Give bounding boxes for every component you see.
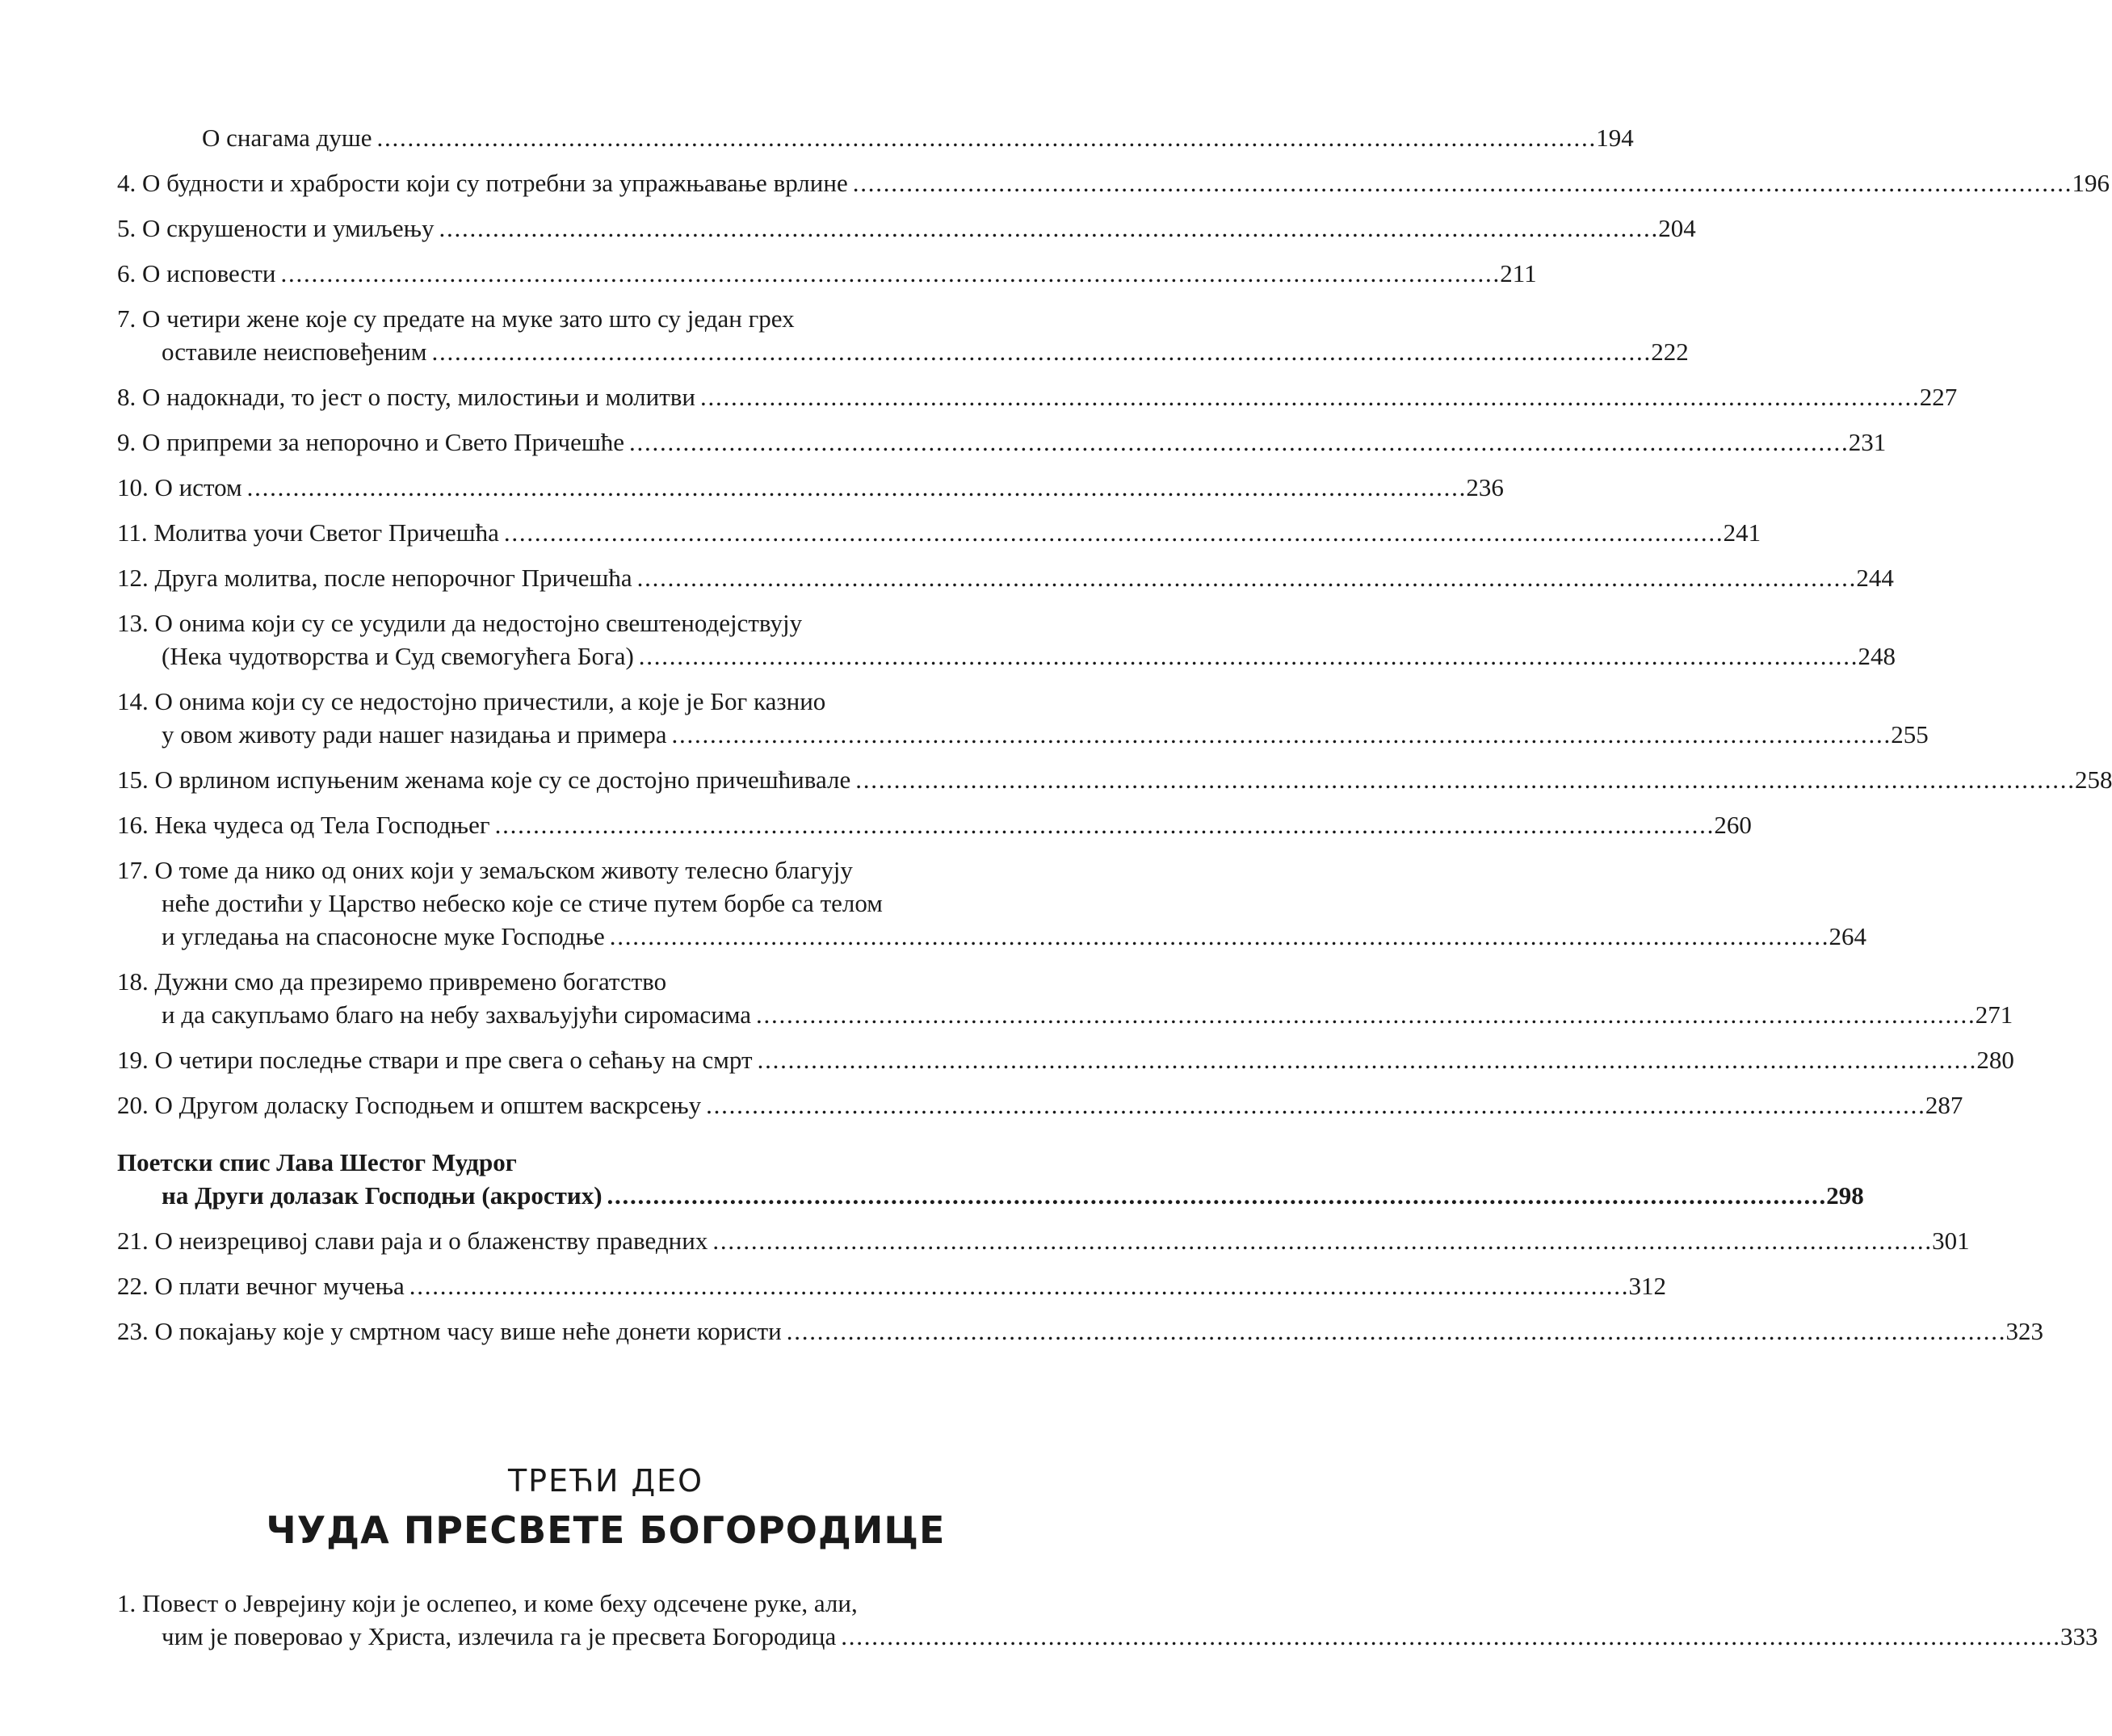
page-number: 194 (1596, 124, 1634, 152)
dot-leader (431, 338, 1648, 366)
page-number: 258 (2074, 765, 2112, 794)
toc-entry (117, 606, 1896, 673)
dot-leader (504, 518, 1720, 547)
toc-entry-line: 13. О онима који су се усудили да недостојно свештенодејствују (117, 609, 803, 637)
toc-entry-title: 6. О исповести (117, 259, 276, 287)
toc-entry-title: 22. О плати вечног мучења (117, 1272, 405, 1300)
table-of-contents (117, 121, 2112, 1360)
toc-entry-title: О снагама душе (202, 124, 372, 152)
toc-entry (117, 685, 1929, 751)
toc-entry-title: на Други долазак Господњи (акростих) (162, 1181, 603, 1210)
toc-entry-title: и угледања на спасоносне муке Господње (162, 922, 605, 950)
toc-entry-last-line (117, 1620, 2098, 1653)
page-number: 255 (1891, 720, 1929, 748)
toc-entry (117, 1146, 1864, 1212)
toc-entry-last-line (117, 1043, 2014, 1076)
toc-entry-line: 14. О онима који су се недостојно причестили, а које је Бог казнио (117, 687, 826, 715)
dot-leader (787, 1317, 2003, 1345)
toc-entry-line: неће достићи у Царство небеско које се стиче путем борбе са телом (162, 889, 883, 917)
page-number: 287 (1925, 1091, 1963, 1119)
page-number: 227 (1919, 383, 1958, 411)
toc-entry (117, 380, 1958, 413)
table-of-contents-part-three (117, 1587, 2098, 1665)
toc-entry-title: 16. Нека чудеса од Тела Господњег (117, 811, 490, 839)
page-number: 312 (1628, 1272, 1667, 1300)
page-number: 211 (1500, 259, 1537, 287)
dot-leader (706, 1091, 1922, 1119)
toc-entry-title: 5. О скрушености и умиљењу (117, 214, 435, 242)
toc-entry-last-line (117, 471, 1504, 504)
toc-entry (117, 257, 1537, 290)
page-number: 196 (2072, 169, 2110, 197)
dot-leader (377, 124, 1593, 152)
page-number: 231 (1848, 428, 1887, 456)
toc-entry-last-line (117, 335, 1689, 368)
toc-entry-title: и да сакупљамо благо на небу захваљујући сиромасима (162, 1000, 752, 1029)
toc-entry-last-line (117, 257, 1537, 290)
toc-entry (117, 965, 2013, 1031)
toc-entry-title: оставиле неисповеђеним (162, 338, 427, 366)
toc-entry-last-line (117, 1269, 1667, 1302)
toc-entry (117, 853, 1866, 953)
toc-entry-title: чим је поверовао у Христа, излечила га је пресвета Богородица (162, 1622, 837, 1650)
toc-entry-line: 7. О четири жене које су предате на муке зато што су један грех (117, 304, 795, 333)
toc-entry-title: 15. О врлином испуњеним женама које су се достојно причешћивале (117, 765, 851, 794)
toc-entry-title: 19. О четири последње ствари и пре свега о сећању на смрт (117, 1046, 753, 1074)
toc-entry-last-line (117, 426, 1887, 459)
toc-entry-last-line (117, 1315, 2044, 1348)
toc-entry-last-line (117, 639, 1896, 673)
toc-entry (117, 302, 1689, 368)
toc-entry-title: 23. О покајању које у смртном часу више неће донети користи (117, 1317, 782, 1345)
toc-entry-title: у овом животу ради нашег назидања и примера (162, 720, 667, 748)
toc-entry (117, 1587, 2098, 1653)
toc-entry-last-line (117, 763, 2112, 796)
toc-entry-last-line (117, 561, 1894, 594)
page-number: 241 (1723, 518, 1761, 547)
toc-entry-last-line (117, 516, 1761, 549)
toc-entry-last-line (117, 212, 1696, 245)
toc-entry (117, 471, 1504, 504)
toc-entry (117, 561, 1894, 594)
toc-entry-title: 11. Молитва уочи Светог Причешћа (117, 518, 499, 547)
part-label: ТРЕЋИ ДЕО (507, 1463, 704, 1499)
toc-entry (117, 1088, 1963, 1122)
toc-entry-last-line (117, 1224, 1970, 1257)
toc-entry (117, 1224, 1970, 1257)
toc-entry (117, 1269, 1667, 1302)
page-number: 301 (1932, 1227, 1970, 1255)
toc-entry (117, 1043, 2014, 1076)
toc-entry-title: 8. О надокнади, то јест о посту, милостињи и молитви (117, 383, 696, 411)
toc-entry-last-line (117, 998, 2013, 1031)
page-number: 298 (1826, 1181, 1864, 1210)
toc-entry-title: 10. О истом (117, 473, 242, 501)
toc-entry-title: 20. О Другом доласку Господњем и општем васкрсењу (117, 1091, 702, 1119)
toc-entry-title: (Нека чудотворства и Суд свемогућега Бога) (162, 642, 634, 670)
toc-entry-last-line (117, 1179, 1864, 1212)
page-number: 236 (1466, 473, 1504, 501)
toc-entry-title: 9. О припреми за непорочно и Свето Причешће (117, 428, 625, 456)
toc-entry-last-line (117, 166, 2110, 199)
dot-leader (247, 473, 1463, 501)
page-number: 204 (1658, 214, 1696, 242)
toc-entry (117, 166, 2110, 199)
toc-entry (117, 516, 1761, 549)
page-number: 264 (1829, 922, 1866, 950)
dot-leader (439, 214, 1656, 242)
toc-entry (117, 121, 1634, 154)
toc-entry-line: Поетски спис Лава Шестог Мудрог (117, 1148, 517, 1176)
toc-entry (117, 212, 1696, 245)
toc-entry-last-line (117, 121, 1634, 154)
dot-leader (700, 383, 1917, 411)
page-number: 260 (1714, 811, 1752, 839)
toc-entry (117, 426, 1887, 459)
toc-entry-last-line (117, 920, 1866, 953)
toc-entry-last-line (117, 380, 1958, 413)
page-number: 271 (1975, 1000, 2013, 1029)
toc-entry-last-line (117, 718, 1929, 751)
page-number: 222 (1651, 338, 1689, 366)
dot-leader (639, 642, 1855, 670)
dot-leader (756, 1000, 1972, 1029)
toc-entry-title: 4. О будности и храбрости који су потребни за упражњавање врлине (117, 169, 848, 197)
toc-entry-line: 1. Повест о Јеврејину који је ослепео, и коме беху одсечене руке, али, (117, 1589, 858, 1617)
page-number: 333 (2060, 1622, 2098, 1650)
dot-leader (855, 765, 2072, 794)
page-number: 248 (1858, 642, 1896, 670)
dot-leader (841, 1622, 2057, 1650)
dot-leader (495, 811, 1711, 839)
toc-entry (117, 808, 1752, 841)
dot-leader (758, 1046, 1974, 1074)
toc-entry-last-line (117, 808, 1752, 841)
toc-entry (117, 1315, 2044, 1348)
toc-entry-last-line (117, 1088, 1963, 1122)
dot-leader (637, 564, 1854, 592)
toc-entry (117, 763, 2112, 796)
dot-leader (853, 169, 2069, 197)
toc-entry-title: 21. О неизрецивој слави раја и о блаженству праведних (117, 1227, 708, 1255)
dot-leader (607, 1181, 1824, 1210)
dot-leader (671, 720, 1887, 748)
dot-leader (712, 1227, 1929, 1255)
toc-entry-title: 12. Друга молитва, после непорочног Причешћа (117, 564, 632, 592)
dot-leader (409, 1272, 1626, 1300)
page-number: 280 (1976, 1046, 2014, 1074)
page-number: 323 (2005, 1317, 2044, 1345)
dot-leader (610, 922, 1826, 950)
dot-leader (629, 428, 1845, 456)
dot-leader (280, 259, 1497, 287)
toc-entry-line: 18. Дужни смо да презиремо привремено богатство (117, 967, 667, 996)
part-title: ЧУДА ПРЕСВЕТЕ БОГОРОДИЦЕ (266, 1508, 946, 1552)
page-number: 244 (1856, 564, 1894, 592)
toc-entry-line: 17. О томе да нико од оних који у земаљском животу телесно благују (117, 856, 853, 884)
